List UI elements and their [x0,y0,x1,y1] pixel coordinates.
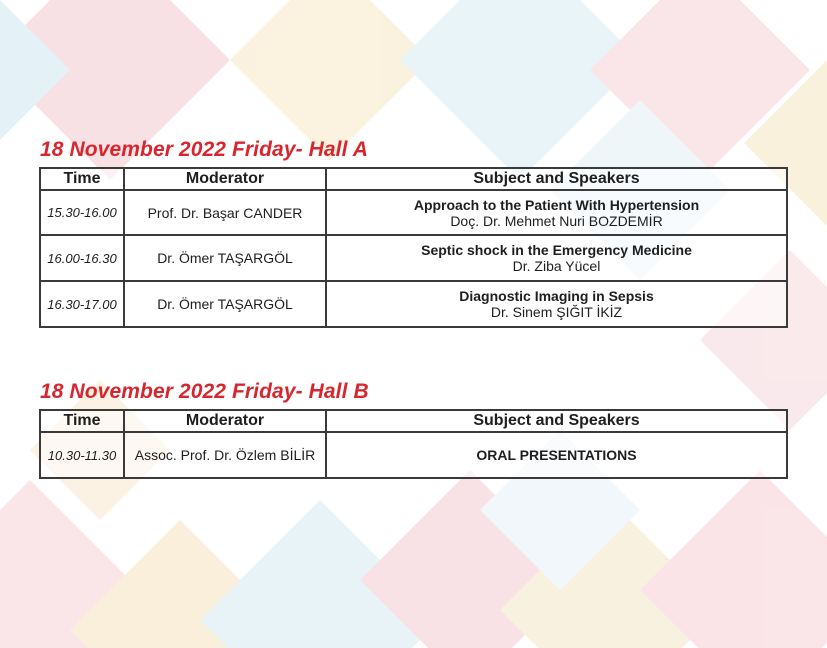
subject-cell [326,281,787,327]
hall-a-title: 18 November 2022 Friday- Hall A [40,138,368,161]
subject-title: Diagnostic Imaging in Sepsis [459,288,654,304]
header-time: Time [40,168,124,190]
time-cell: 15.30-16.00 [40,190,124,235]
table-header-row [40,168,787,190]
moderator-cell: Assoc. Prof. Dr. Özlem BİLİR [124,432,326,478]
table-row [40,190,787,235]
time-cell: 16.30-17.00 [40,281,124,327]
hall-a-schedule-table [39,167,788,328]
time-cell: 16.00-16.30 [40,235,124,281]
moderator-cell: Prof. Dr. Başar CANDER [124,190,326,235]
hall-b-schedule-table [39,409,788,479]
hall-b-title: 18 November 2022 Friday- Hall B [40,380,369,403]
table-row [40,281,787,327]
speaker-name: Dr. Ziba Yücel [512,258,601,274]
table-row [40,235,787,281]
moderator-cell: Dr. Ömer TAŞARGÖL [124,281,326,327]
subject-cell [326,235,787,281]
time-cell: 10.30-11.30 [40,432,124,478]
header-time: Time [40,410,124,432]
header-moderator: Moderator [124,168,326,190]
speaker-name: Doç. Dr. Mehmet Nuri BOZDEMİR [450,212,663,229]
subject-cell [326,190,787,235]
header-subject: Subject and Speakers [326,410,787,432]
moderator-cell: Dr. Ömer TAŞARGÖL [124,235,326,281]
bg-diamond [230,0,430,160]
subject-title: Septic shock in the Emergency Medicine [421,242,692,258]
subject-title: Approach to the Patient With Hypertension [413,196,700,213]
table-header-row [40,410,787,432]
table-row [40,432,787,478]
header-subject: Subject and Speakers [326,168,787,190]
header-moderator: Moderator [124,410,326,432]
subject-cell [326,432,787,478]
subject-title: ORAL PRESENTATIONS [476,447,637,463]
speaker-name: Dr. Sinem ŞIĞIT İKİZ [490,304,623,320]
